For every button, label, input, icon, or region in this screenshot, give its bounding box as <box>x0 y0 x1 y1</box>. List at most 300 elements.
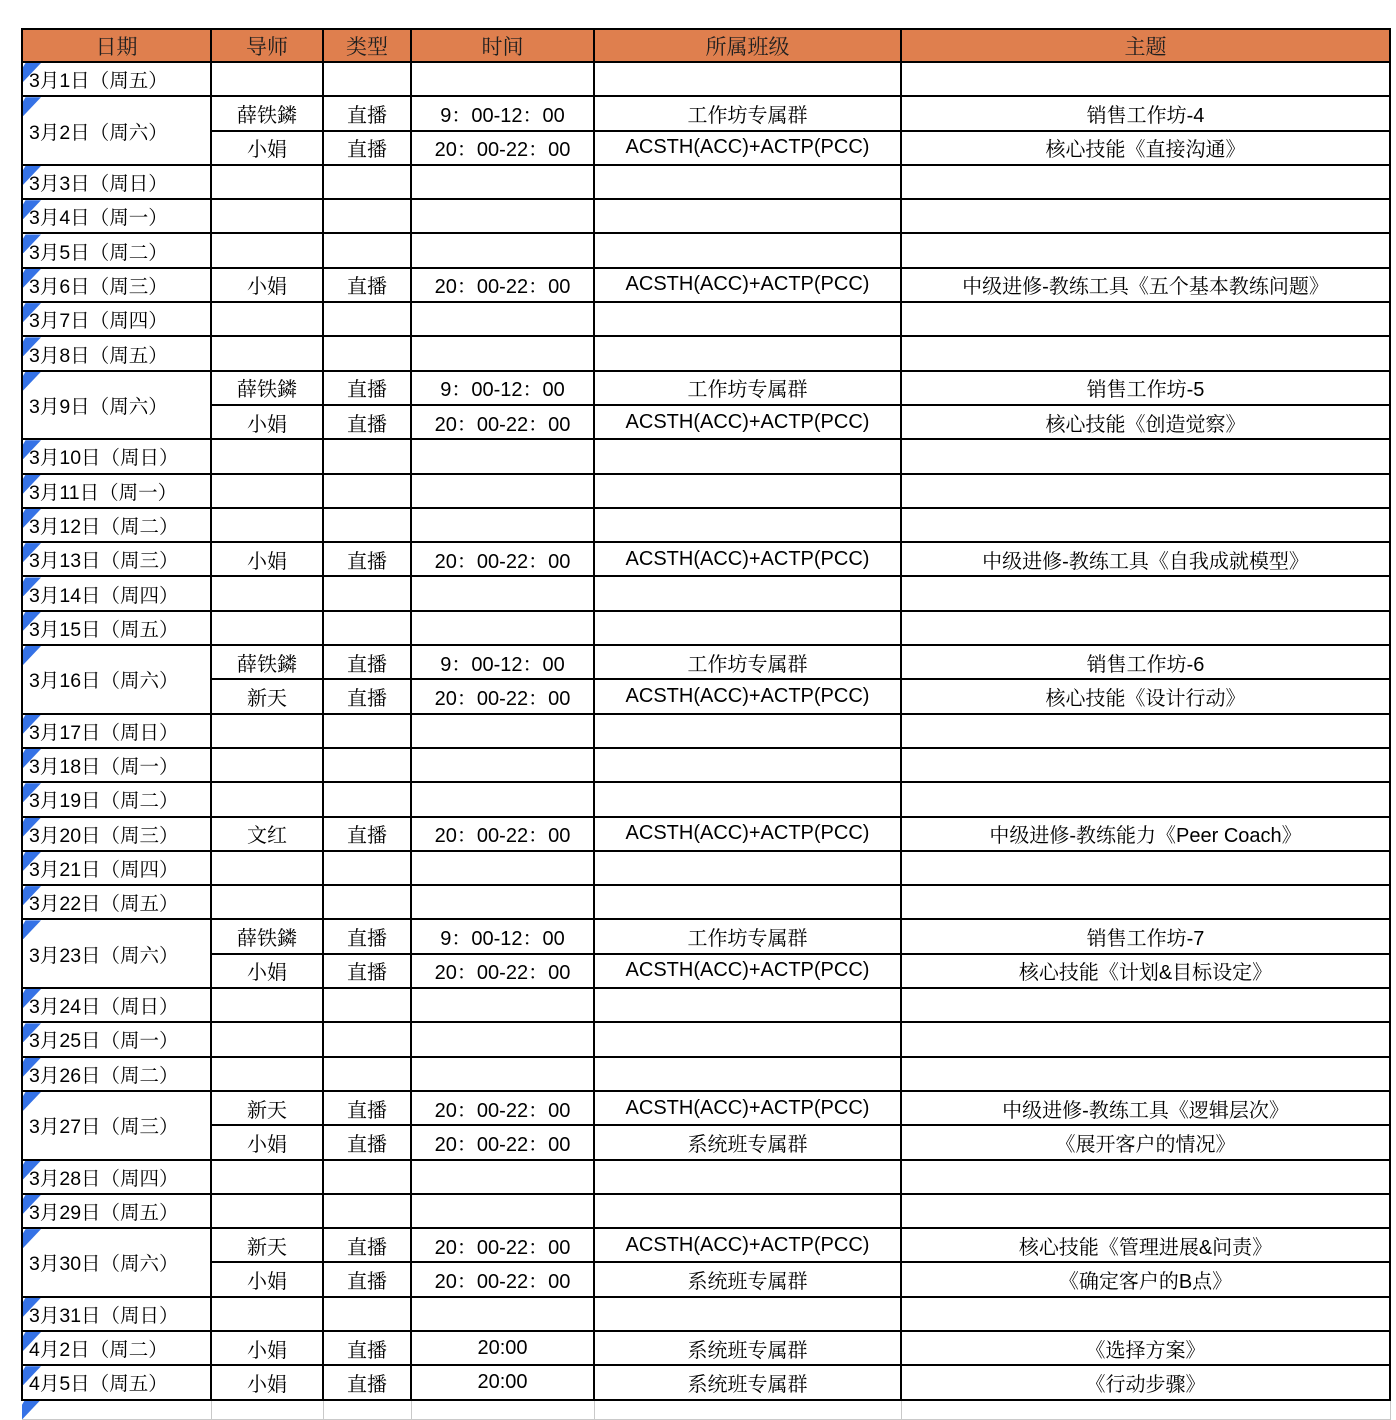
date-cell[interactable] <box>22 988 211 1022</box>
partial-cell <box>22 1400 211 1420</box>
class-cell[interactable] <box>594 302 901 336</box>
table-row <box>22 302 1390 336</box>
time-cell[interactable] <box>411 62 594 96</box>
date-cell[interactable] <box>22 371 211 440</box>
table-row <box>22 371 1390 405</box>
date-label: 3月30日（周六） <box>29 1253 179 1276</box>
date-label: 3月7日（周四） <box>29 310 168 333</box>
comment-flag-icon <box>23 1092 41 1111</box>
date-cell[interactable] <box>22 611 211 645</box>
class-cell[interactable] <box>594 439 901 473</box>
date-label: 3月28日（周四） <box>29 1167 179 1190</box>
topic-cell[interactable]: 销售工作坊-4 <box>901 96 1390 130</box>
table-row <box>22 474 1390 508</box>
topic-cell[interactable] <box>901 199 1390 233</box>
type-cell[interactable]: 直播 <box>323 1091 411 1125</box>
mentor-cell[interactable] <box>211 885 323 919</box>
topic-cell[interactable]: 销售工作坊-7 <box>901 919 1390 953</box>
partial-cell <box>901 1400 1390 1420</box>
topic-cell[interactable] <box>901 1160 1390 1194</box>
date-cell[interactable] <box>22 199 211 233</box>
type-cell[interactable] <box>323 165 411 199</box>
date-label: 4月5日（周五） <box>29 1373 168 1396</box>
type-cell[interactable]: 直播 <box>323 131 411 165</box>
type-cell[interactable]: 直播 <box>323 817 411 851</box>
date-label: 3月19日（周二） <box>29 790 179 813</box>
comment-flag-icon <box>23 97 41 116</box>
date-cell[interactable] <box>22 885 211 919</box>
partial-cell <box>594 1400 901 1420</box>
mentor-cell[interactable] <box>211 782 323 816</box>
class-cell[interactable] <box>594 885 901 919</box>
time-cell[interactable]: 20：00-22：00 <box>411 268 594 302</box>
date-label: 3月9日（周六） <box>29 395 168 418</box>
date-cell[interactable] <box>22 474 211 508</box>
date-cell[interactable] <box>22 1297 211 1331</box>
class-cell[interactable] <box>594 576 901 610</box>
date-cell[interactable] <box>22 268 211 302</box>
date-cell[interactable] <box>22 62 211 96</box>
date-label: 3月31日（周日） <box>29 1304 179 1327</box>
time-cell[interactable] <box>411 336 594 370</box>
table-row <box>22 645 1390 679</box>
mentor-cell[interactable]: 小娟 <box>211 268 323 302</box>
type-cell[interactable]: 直播 <box>323 645 411 679</box>
table-row <box>22 508 1390 542</box>
topic-cell[interactable]: 核心技能《管理进展&问责》 <box>901 1228 1390 1262</box>
type-cell[interactable] <box>323 233 411 267</box>
mentor-cell[interactable]: 新天 <box>211 1091 323 1125</box>
type-cell[interactable] <box>323 474 411 508</box>
table-row <box>22 1091 1390 1125</box>
date-cell[interactable] <box>22 817 211 851</box>
topic-cell[interactable] <box>901 302 1390 336</box>
class-cell[interactable] <box>594 233 901 267</box>
topic-cell[interactable]: 《确定客户的B点》 <box>901 1262 1390 1296</box>
mentor-cell[interactable]: 新天 <box>211 1228 323 1262</box>
class-cell[interactable] <box>594 1194 901 1228</box>
topic-cell[interactable]: 核心技能《创造觉察》 <box>901 405 1390 439</box>
header-time[interactable]: 时间 <box>411 29 594 62</box>
comment-flag-icon <box>22 1401 40 1420</box>
date-label: 3月20日（周三） <box>29 824 179 847</box>
mentor-cell[interactable]: 薛铁鏻 <box>211 96 323 130</box>
class-cell[interactable] <box>594 62 901 96</box>
table-row <box>22 233 1390 267</box>
date-cell[interactable] <box>22 1057 211 1091</box>
class-cell[interactable] <box>594 1057 901 1091</box>
mentor-cell[interactable] <box>211 62 323 96</box>
time-cell[interactable]: 20:00 <box>411 1365 594 1399</box>
mentor-cell[interactable] <box>211 474 323 508</box>
class-cell[interactable] <box>594 988 901 1022</box>
class-cell[interactable]: 系统班专属群 <box>594 1331 901 1365</box>
mentor-cell[interactable] <box>211 851 323 885</box>
date-cell[interactable] <box>22 233 211 267</box>
class-cell[interactable] <box>594 508 901 542</box>
header-mentor[interactable]: 导师 <box>211 29 323 62</box>
class-cell[interactable] <box>594 851 901 885</box>
date-cell[interactable] <box>22 1091 211 1160</box>
date-cell[interactable] <box>22 782 211 816</box>
mentor-cell[interactable] <box>211 1057 323 1091</box>
type-cell[interactable] <box>323 851 411 885</box>
mentor-cell[interactable]: 小娟 <box>211 131 323 165</box>
time-cell[interactable] <box>411 439 594 473</box>
type-cell[interactable] <box>323 62 411 96</box>
topic-cell[interactable] <box>901 233 1390 267</box>
table-row <box>22 1262 1390 1296</box>
type-cell[interactable]: 直播 <box>323 405 411 439</box>
type-cell[interactable] <box>323 1160 411 1194</box>
mentor-cell[interactable] <box>211 233 323 267</box>
class-cell[interactable]: ACSTH(ACC)+ACTP(PCC) <box>594 954 901 988</box>
class-cell[interactable]: 工作坊专属群 <box>594 96 901 130</box>
date-cell[interactable] <box>22 439 211 473</box>
class-cell[interactable]: 系统班专属群 <box>594 1262 901 1296</box>
mentor-cell[interactable] <box>211 576 323 610</box>
topic-cell[interactable]: 销售工作坊-6 <box>901 645 1390 679</box>
table-row <box>22 679 1390 713</box>
time-cell[interactable]: 20：00-22：00 <box>411 542 594 576</box>
topic-cell[interactable]: 中级进修-教练工具《自我成就模型》 <box>901 542 1390 576</box>
date-label: 3月29日（周五） <box>29 1201 179 1224</box>
partial-cell <box>211 1400 323 1420</box>
date-label: 3月2日（周六） <box>29 121 168 144</box>
topic-cell[interactable] <box>901 62 1390 96</box>
time-cell[interactable] <box>411 233 594 267</box>
date-label: 3月12日（周二） <box>29 516 179 538</box>
time-cell[interactable]: 20：00-22：00 <box>411 131 594 165</box>
time-cell[interactable] <box>411 851 594 885</box>
type-cell[interactable] <box>323 1297 411 1331</box>
class-cell[interactable] <box>594 1297 901 1331</box>
date-cell[interactable] <box>22 1022 211 1056</box>
date-cell[interactable] <box>22 645 211 714</box>
mentor-cell[interactable]: 新天 <box>211 679 323 713</box>
class-cell[interactable]: 工作坊专属群 <box>594 645 901 679</box>
date-cell[interactable] <box>22 919 211 988</box>
time-cell[interactable] <box>411 988 594 1022</box>
type-cell[interactable]: 直播 <box>323 371 411 405</box>
type-cell[interactable]: 直播 <box>323 1365 411 1399</box>
header-class[interactable]: 所属班级 <box>594 29 901 62</box>
header-topic[interactable]: 主题 <box>901 29 1390 62</box>
topic-cell[interactable] <box>901 1022 1390 1056</box>
class-cell[interactable] <box>594 165 901 199</box>
class-cell[interactable]: ACSTH(ACC)+ACTP(PCC) <box>594 817 901 851</box>
date-label: 3月11日（周一） <box>29 481 178 504</box>
type-cell[interactable]: 直播 <box>323 96 411 130</box>
topic-cell[interactable]: 核心技能《设计行动》 <box>901 679 1390 713</box>
type-cell[interactable] <box>323 748 411 782</box>
type-cell[interactable] <box>323 336 411 370</box>
time-cell[interactable] <box>411 199 594 233</box>
topic-cell[interactable]: 中级进修-教练工具《逻辑层次》 <box>901 1091 1390 1125</box>
topic-cell[interactable] <box>901 611 1390 645</box>
mentor-cell[interactable] <box>211 165 323 199</box>
time-cell[interactable] <box>411 165 594 199</box>
type-cell[interactable] <box>323 885 411 919</box>
time-cell[interactable] <box>411 714 594 748</box>
topic-cell[interactable]: 中级进修-教练能力《Peer Coach》 <box>901 817 1390 851</box>
mentor-cell[interactable]: 文红 <box>211 817 323 851</box>
table-row <box>22 405 1390 439</box>
date-label: 3月13日（周三） <box>29 550 179 573</box>
type-cell[interactable]: 直播 <box>323 542 411 576</box>
class-cell[interactable] <box>594 714 901 748</box>
mentor-cell[interactable] <box>211 1194 323 1228</box>
mentor-cell[interactable] <box>211 439 323 473</box>
time-cell[interactable] <box>411 1057 594 1091</box>
topic-cell[interactable]: 销售工作坊-5 <box>901 371 1390 405</box>
topic-cell[interactable] <box>901 748 1390 782</box>
date-label: 3月22日（周五） <box>29 893 179 916</box>
table-row <box>22 851 1390 885</box>
time-cell[interactable]: 20：00-22：00 <box>411 817 594 851</box>
date-cell[interactable] <box>22 302 211 336</box>
mentor-cell[interactable]: 小娟 <box>211 1365 323 1399</box>
topic-cell[interactable] <box>901 1297 1390 1331</box>
table-row <box>22 1297 1390 1331</box>
time-cell[interactable]: 20：00-22：00 <box>411 1228 594 1262</box>
header-date[interactable]: 日期 <box>22 29 211 62</box>
date-label: 3月25日（周一） <box>29 1030 179 1053</box>
date-label: 3月8日（周五） <box>29 344 168 367</box>
type-cell[interactable] <box>323 439 411 473</box>
date-label: 3月5日（周二） <box>29 241 168 264</box>
type-cell[interactable]: 直播 <box>323 919 411 953</box>
class-cell[interactable]: 工作坊专属群 <box>594 919 901 953</box>
time-cell[interactable] <box>411 1194 594 1228</box>
comment-flag-icon <box>23 1229 41 1248</box>
topic-cell[interactable] <box>901 508 1390 542</box>
time-cell[interactable]: 20：00-22：00 <box>411 405 594 439</box>
table-row <box>22 165 1390 199</box>
topic-cell[interactable] <box>901 165 1390 199</box>
mentor-cell[interactable]: 薛铁鏻 <box>211 919 323 953</box>
table-row <box>22 1160 1390 1194</box>
table-row <box>22 439 1390 473</box>
date-label: 3月15日（周五） <box>29 618 179 641</box>
time-cell[interactable]: 9：00-12：00 <box>411 645 594 679</box>
topic-cell[interactable]: 《行动步骤》 <box>901 1365 1390 1399</box>
time-cell[interactable] <box>411 302 594 336</box>
table-row <box>22 1194 1390 1228</box>
date-cell[interactable] <box>22 96 211 165</box>
class-cell[interactable] <box>594 474 901 508</box>
topic-cell[interactable] <box>901 336 1390 370</box>
topic-cell[interactable] <box>901 1194 1390 1228</box>
time-cell[interactable] <box>411 508 594 542</box>
date-cell[interactable] <box>22 1228 211 1297</box>
mentor-cell[interactable] <box>211 988 323 1022</box>
mentor-cell[interactable] <box>211 508 323 542</box>
table-row <box>22 1365 1390 1399</box>
time-cell[interactable]: 20：00-22：00 <box>411 679 594 713</box>
date-cell[interactable] <box>22 576 211 610</box>
mentor-cell[interactable] <box>211 1297 323 1331</box>
topic-cell[interactable] <box>901 988 1390 1022</box>
time-cell[interactable]: 9：00-12：00 <box>411 371 594 405</box>
class-cell[interactable]: ACSTH(ACC)+ACTP(PCC) <box>594 1228 901 1262</box>
date-label: 3月27日（周三） <box>29 1116 179 1139</box>
type-cell[interactable]: 直播 <box>323 1125 411 1159</box>
type-cell[interactable]: 直播 <box>323 679 411 713</box>
date-label: 3月4日（周一） <box>29 207 168 230</box>
class-cell[interactable] <box>594 1160 901 1194</box>
table-row <box>22 954 1390 988</box>
class-cell[interactable] <box>594 199 901 233</box>
date-cell[interactable] <box>22 748 211 782</box>
time-cell[interactable] <box>411 1160 594 1194</box>
table-row <box>22 782 1390 816</box>
time-cell[interactable] <box>411 782 594 816</box>
topic-cell[interactable] <box>901 576 1390 610</box>
type-cell[interactable] <box>323 988 411 1022</box>
date-label: 4月2日（周二） <box>29 1339 168 1362</box>
mentor-cell[interactable] <box>211 748 323 782</box>
time-cell[interactable]: 20:00 <box>411 1331 594 1365</box>
time-cell[interactable]: 20：00-22：00 <box>411 1091 594 1125</box>
topic-cell[interactable] <box>901 851 1390 885</box>
time-cell[interactable]: 20：00-22：00 <box>411 954 594 988</box>
date-cell[interactable] <box>22 714 211 748</box>
date-label: 3月14日（周四） <box>29 584 179 607</box>
mentor-cell[interactable] <box>211 199 323 233</box>
type-cell[interactable]: 直播 <box>323 1262 411 1296</box>
table-row <box>22 62 1390 96</box>
mentor-cell[interactable] <box>211 1022 323 1056</box>
type-cell[interactable]: 直播 <box>323 1331 411 1365</box>
type-cell[interactable] <box>323 714 411 748</box>
date-label: 3月1日（周五） <box>29 70 168 93</box>
comment-flag-icon <box>23 646 41 665</box>
table-row <box>22 199 1390 233</box>
date-cell[interactable] <box>22 1365 211 1399</box>
time-cell[interactable] <box>411 885 594 919</box>
mentor-cell[interactable] <box>211 714 323 748</box>
class-cell[interactable]: ACSTH(ACC)+ACTP(PCC) <box>594 679 901 713</box>
date-cell[interactable] <box>22 508 211 542</box>
date-label: 3月16日（周六） <box>29 670 179 693</box>
class-cell[interactable]: 系统班专属群 <box>594 1365 901 1399</box>
type-cell[interactable]: 直播 <box>323 954 411 988</box>
type-cell[interactable] <box>323 302 411 336</box>
date-label: 3月10日（周日） <box>29 447 179 470</box>
mentor-cell[interactable]: 小娟 <box>211 954 323 988</box>
type-cell[interactable] <box>323 508 411 542</box>
type-cell[interactable] <box>323 199 411 233</box>
time-cell[interactable]: 20：00-22：00 <box>411 1262 594 1296</box>
time-cell[interactable]: 20：00-22：00 <box>411 1125 594 1159</box>
time-cell[interactable]: 9：00-12：00 <box>411 919 594 953</box>
mentor-cell[interactable]: 小娟 <box>211 1262 323 1296</box>
class-cell[interactable]: 工作坊专属群 <box>594 371 901 405</box>
schedule-table <box>21 28 1391 1420</box>
type-cell[interactable]: 直播 <box>323 1228 411 1262</box>
class-cell[interactable] <box>594 336 901 370</box>
time-cell[interactable] <box>411 611 594 645</box>
header-type[interactable]: 类型 <box>323 29 411 62</box>
time-cell[interactable] <box>411 474 594 508</box>
type-cell[interactable] <box>323 576 411 610</box>
class-cell[interactable] <box>594 748 901 782</box>
topic-cell[interactable] <box>901 782 1390 816</box>
class-cell[interactable] <box>594 1022 901 1056</box>
table-row <box>22 885 1390 919</box>
topic-cell[interactable] <box>901 714 1390 748</box>
partial-row <box>22 1400 1390 1420</box>
topic-cell[interactable]: 核心技能《直接沟通》 <box>901 131 1390 165</box>
type-cell[interactable] <box>323 1057 411 1091</box>
topic-cell[interactable] <box>901 1057 1390 1091</box>
topic-cell[interactable] <box>901 439 1390 473</box>
mentor-cell[interactable]: 薛铁鏻 <box>211 645 323 679</box>
class-cell[interactable]: ACSTH(ACC)+ACTP(PCC) <box>594 131 901 165</box>
class-cell[interactable]: 系统班专属群 <box>594 1125 901 1159</box>
time-cell[interactable] <box>411 576 594 610</box>
type-cell[interactable] <box>323 611 411 645</box>
mentor-cell[interactable]: 薛铁鏻 <box>211 371 323 405</box>
topic-cell[interactable] <box>901 885 1390 919</box>
class-cell[interactable]: ACSTH(ACC)+ACTP(PCC) <box>594 268 901 302</box>
partial-cell <box>411 1400 594 1420</box>
time-cell[interactable]: 9：00-12：00 <box>411 96 594 130</box>
class-cell[interactable]: ACSTH(ACC)+ACTP(PCC) <box>594 542 901 576</box>
topic-cell[interactable]: 《展开客户的情况》 <box>901 1125 1390 1159</box>
class-cell[interactable]: ACSTH(ACC)+ACTP(PCC) <box>594 405 901 439</box>
date-cell[interactable] <box>22 1160 211 1194</box>
mentor-cell[interactable]: 小娟 <box>211 1125 323 1159</box>
topic-cell[interactable]: 核心技能《计划&目标设定》 <box>901 954 1390 988</box>
mentor-cell[interactable] <box>211 1160 323 1194</box>
time-cell[interactable] <box>411 1022 594 1056</box>
topic-cell[interactable]: 《选择方案》 <box>901 1331 1390 1365</box>
date-cell[interactable] <box>22 1331 211 1365</box>
partial-cell <box>323 1400 411 1420</box>
mentor-cell[interactable]: 小娟 <box>211 405 323 439</box>
table-row <box>22 542 1390 576</box>
class-cell[interactable] <box>594 782 901 816</box>
table-row <box>22 1228 1390 1262</box>
date-cell[interactable] <box>22 1194 211 1228</box>
topic-cell[interactable]: 中级进修-教练工具《五个基本教练问题》 <box>901 268 1390 302</box>
table-row <box>22 1057 1390 1091</box>
type-cell[interactable] <box>323 1022 411 1056</box>
mentor-cell[interactable]: 小娟 <box>211 1331 323 1365</box>
table-row <box>22 1331 1390 1365</box>
table-row <box>22 131 1390 165</box>
type-cell[interactable] <box>323 1194 411 1228</box>
time-cell[interactable] <box>411 748 594 782</box>
class-cell[interactable] <box>594 611 901 645</box>
date-cell[interactable] <box>22 542 211 576</box>
mentor-cell[interactable] <box>211 611 323 645</box>
mentor-cell[interactable]: 小娟 <box>211 542 323 576</box>
comment-flag-icon <box>23 372 41 391</box>
mentor-cell[interactable] <box>211 336 323 370</box>
mentor-cell[interactable] <box>211 302 323 336</box>
type-cell[interactable] <box>323 782 411 816</box>
date-cell[interactable] <box>22 336 211 370</box>
date-cell[interactable] <box>22 165 211 199</box>
type-cell[interactable]: 直播 <box>323 268 411 302</box>
time-cell[interactable] <box>411 1297 594 1331</box>
topic-cell[interactable] <box>901 474 1390 508</box>
class-cell[interactable]: ACSTH(ACC)+ACTP(PCC) <box>594 1091 901 1125</box>
date-cell[interactable] <box>22 851 211 885</box>
